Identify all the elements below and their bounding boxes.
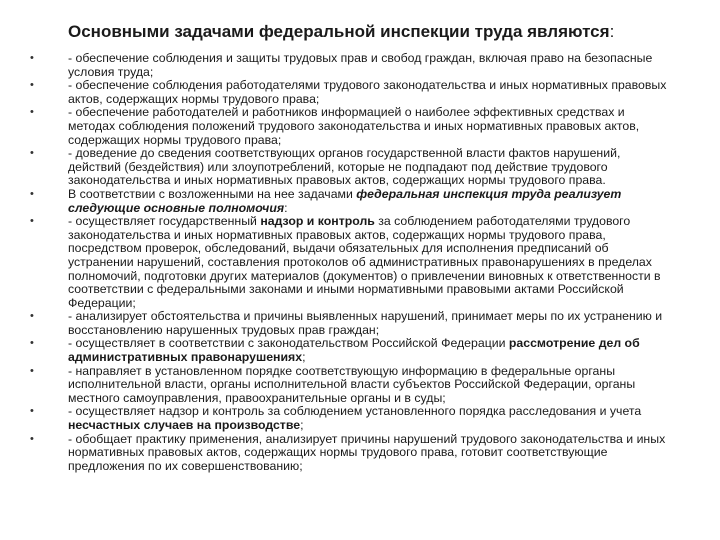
list-item-emphasis: рассмотрение дел об административных правонарушениях	[68, 336, 640, 365]
bullet-icon: •	[30, 106, 34, 119]
bullet-icon: •	[30, 215, 34, 228]
list-item-text: - осуществляет надзор и контроль за соблюдением установленного порядка расследования и учета	[68, 404, 642, 419]
list-item-text-tail: ;	[300, 418, 304, 433]
bullet-icon: •	[30, 187, 34, 200]
list-item	[0, 215, 668, 310]
list-item-text-tail: ;	[302, 350, 306, 365]
list-item	[0, 52, 668, 79]
bullet-icon: •	[30, 364, 34, 377]
list-item-text: - обеспечение работодателей и работников информацией о наиболее эффективных средствах и методах соблюдения положений трудового законодательства и иных нормативных правовых актов, содержащих нормы трудового права;	[68, 105, 640, 147]
list-item	[0, 365, 668, 406]
slide-title-text: Основными задачами федеральной инспекции труда являются	[68, 22, 610, 41]
list-item-emphasis: несчастных случаев на производстве	[68, 418, 301, 433]
list-item-text: - обеспечение соблюдения и защиты трудовых прав и свобод граждан, включая право на безопасные условия труда;	[68, 51, 653, 79]
list-item-text-tail: за соблюдением работодателями трудового законодательства и иных нормативных правовых актов, содержащих нормы трудового права, посредством проверок, обследований, выдачи обязательных для исполнения предписаний об устранении нарушений, составления протоколов об административных правонарушениях в пределах полномочий, подготовки других материалов (документов) о привлечении виновных к ответственности в соответствии с федеральными законами и иными нормативными правовыми актами Российской Федерации;	[68, 214, 661, 310]
list-item	[0, 337, 668, 364]
list-item	[0, 188, 668, 215]
bullet-icon: •	[30, 79, 34, 92]
bullet-icon: •	[30, 432, 34, 445]
list-item-text: - направляет в установленном порядке соответствующую информацию в федеральные органы исполнительной власти, органы исполнительной власти субъектов Российской Федерации, органы местного самоуправления, правоохранительные органы и в суды;	[68, 363, 636, 405]
list-item-emphasis: федеральная инспекция труда реализует следующие основные полномочия	[68, 186, 622, 215]
list-item-text: - обобщает практику применения, анализирует причины нарушений трудового законодательства и иных нормативных правовых актов, содержащих нормы трудового права, готовит соответствующие предложения по их совершенствованию;	[68, 431, 666, 473]
bullet-icon: •	[30, 405, 34, 418]
list-item-text: - осуществляет государственный	[68, 214, 261, 229]
slide-title	[68, 22, 614, 42]
list-item-text: - обеспечение соблюдения работодателями трудового законодательства и иных нормативных правовых актов, содержащих нормы трудового права;	[68, 78, 667, 106]
slide-title-colon: :	[609, 22, 615, 41]
list-item-text-tail: :	[284, 200, 288, 215]
list-item-text: В соответствии с возложенными на нее задачами	[68, 186, 357, 201]
bullet-icon: •	[30, 147, 34, 160]
list-item	[0, 405, 668, 432]
list-item	[0, 106, 668, 147]
list-item	[0, 79, 668, 106]
list-item	[0, 433, 668, 474]
list-item	[0, 310, 668, 337]
list-item	[0, 147, 668, 188]
list-item-text: - доведение до сведения соответствующих органов государственной власти фактов нарушений, действий (бездействия) или злоупотреблений, которые не подпадают под действие трудового законодательства и иных нормативных правовых актов, содержащих нормы трудового права.	[68, 146, 621, 188]
bullet-icon: •	[30, 52, 34, 64]
bullet-icon: •	[30, 337, 34, 350]
list-item-text: - анализирует обстоятельства и причины выявленных нарушений, принимает меры по их устранению и восстановлению нарушенных трудовых прав граждан;	[68, 309, 663, 337]
list-item-emphasis: надзор и контроль	[260, 214, 375, 229]
bullet-icon: •	[30, 310, 34, 323]
task-list	[0, 52, 720, 473]
list-item-text: - осуществляет в соответствии с законодательством Российской Федерации	[68, 336, 509, 351]
